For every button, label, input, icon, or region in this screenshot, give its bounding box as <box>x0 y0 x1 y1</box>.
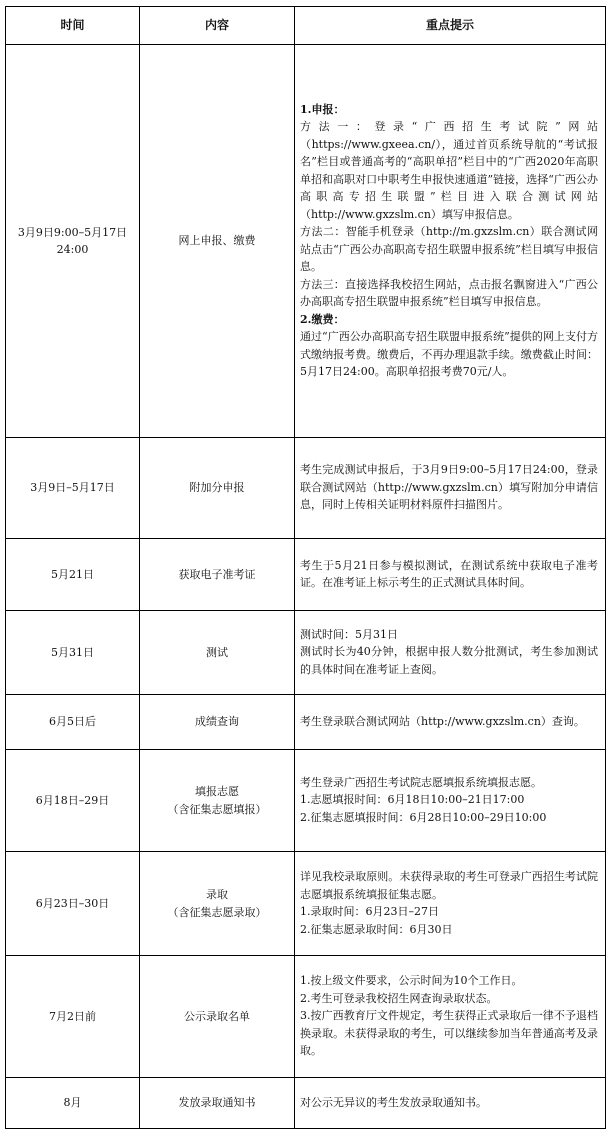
content-line: 填报志愿 <box>195 785 239 798</box>
tips-paragraph: 2.征集志愿填报时间：6月28日10:00–29日10:00 <box>300 810 547 824</box>
time-cell: 5月31日 <box>6 611 140 695</box>
content-cell <box>140 1078 295 1129</box>
tips-cell <box>295 438 606 539</box>
tips-paragraph: 考生完成测试申报后，于3月9日9:00–5月17日24:00，登录联合测试网站（http://www.gxzslm.cn）填写附加分申请信息，同时上传相关证明材料原件扫描图片。 <box>300 463 598 512</box>
tips-paragraph: 1.志愿填报时间：6月18日10:00–21日17:00 <box>300 793 525 807</box>
tips-cell <box>295 750 606 852</box>
content-cell <box>140 750 295 852</box>
content-line: 获取电子准考证 <box>178 567 256 581</box>
content-line: 测试 <box>206 645 228 659</box>
table-row <box>6 695 606 750</box>
tips-paragraph: 2.征集志愿录取时间：6月30日 <box>300 922 453 936</box>
tips-paragraph: 测试时长为40分钟，根据申报人数分批测试，考生参加测试的具体时间在准考证上查阅。 <box>300 645 598 676</box>
content-line: 录取 <box>206 888 228 901</box>
table-row <box>6 45 606 438</box>
header-content: 内容 <box>140 7 295 45</box>
tips-paragraph: 方法三：直接选择我校招生网站，点击报名飘窗进入“广西公办高职高专招生联盟申报系统”栏目填写申报信息。 <box>300 277 598 308</box>
tips-paragraph: 考生登录广西招生考试院志愿填报系统填报志愿。 <box>300 775 542 789</box>
enrollment-schedule-table <box>5 6 606 1129</box>
tips-paragraph: 方法二：智能手机登录（http://m.gxzslm.cn）联合测试网站点击“广西公办高职高专招生联盟申报系统”栏目填写申报信息。 <box>300 225 598 273</box>
content-cell <box>140 695 295 750</box>
tips-paragraph: 考生于5月21日参与模拟测试，在测试系统中获取电子准考证。在准考证上标示考生的正式测试具体时间。 <box>300 558 598 589</box>
tips-paragraph: 测试时间：5月31日 <box>300 627 398 641</box>
time-cell: 6月23日–30日 <box>6 852 140 956</box>
content-line: （含征集志愿填报） <box>167 802 267 816</box>
table-row <box>6 611 606 695</box>
table-row <box>6 956 606 1078</box>
tips-cell <box>295 1078 606 1129</box>
content-cell <box>140 45 295 438</box>
tips-paragraph: 详见我校录取原则。未获得录取的考生可登录广西招生考试院志愿填报系统填报征集志愿。 <box>300 870 598 901</box>
content-cell <box>140 956 295 1078</box>
tips-cell <box>295 956 606 1078</box>
tips-paragraph: 方法一：登录“广西招生考试院”网站（https://www.gxeea.cn/），通过首页系统导航的“考试报名”栏目或普通高考的“高职单招”栏目中的“广西2020年高职单招和高职对口中职考生申报快速通道”链接，选择“广西公办高职高专招生联盟”栏目进入联合测试网站（http://www.gxzslm.cn）填写申报信息。 <box>300 120 598 221</box>
header-tips: 重点提示 <box>295 7 606 45</box>
tips-paragraph: 1.录取时间：6月23日–27日 <box>300 905 439 918</box>
content-cell <box>140 539 295 611</box>
table-row <box>6 539 606 611</box>
tips-paragraph: 1.按上级文件要求，公示时间为10个工作日。 <box>300 974 523 988</box>
tips-heading: 2.缴费： <box>300 312 345 326</box>
content-cell <box>140 438 295 539</box>
content-line: 附加分申报 <box>189 481 245 495</box>
time-cell: 6月5日后 <box>6 695 140 750</box>
tips-paragraph: 对公示无异议的考生发放录取通知书。 <box>300 1095 487 1109</box>
tips-paragraph: 考生登录联合测试网站（http://www.gxzslm.cn）查询。 <box>300 714 585 728</box>
content-line: 网上申报、缴费 <box>178 234 256 248</box>
header-time: 时间 <box>6 7 140 45</box>
tips-paragraph: 3.按广西教育厅文件规定，考生获得正式录取后一律不予退档换录取。未获得录取的考生，可以继续参加当年普通高考及录取。 <box>300 1009 598 1058</box>
content-line: 成绩查询 <box>195 715 239 729</box>
time-cell: 7月2日前 <box>6 956 140 1078</box>
tips-cell <box>295 695 606 750</box>
content-line: （含征集志愿录取） <box>167 905 267 919</box>
content-cell <box>140 852 295 956</box>
time-cell: 3月9日–5月17日 <box>6 438 140 539</box>
time-cell: 3月9日9:00–5月17日24:00 <box>6 45 140 438</box>
tips-cell <box>295 45 606 438</box>
content-line: 发放录取通知书 <box>178 1096 256 1110</box>
table-row <box>6 750 606 852</box>
table-row <box>6 438 606 539</box>
tips-paragraph: 2.考生可登录我校招生网查询录取状态。 <box>300 991 498 1005</box>
content-line: 公示录取名单 <box>184 1009 250 1023</box>
time-cell: 6月18日–29日 <box>6 750 140 852</box>
tips-cell <box>295 539 606 611</box>
tips-cell <box>295 852 606 956</box>
tips-heading: 1.申报： <box>300 102 345 116</box>
content-cell <box>140 611 295 695</box>
table-header-row <box>6 7 606 45</box>
table-row <box>6 852 606 956</box>
table-row <box>6 1078 606 1129</box>
time-cell: 8月 <box>6 1078 140 1129</box>
tips-cell <box>295 611 606 695</box>
tips-paragraph: 通过“广西公办高职高专招生联盟申报系统”提供的网上支付方式缴纳报考费。缴费后，不再办理退款手续。缴费截止时间：5月17日24:00。高职单招报考费70元/人。 <box>300 330 598 378</box>
time-cell: 5月21日 <box>6 539 140 611</box>
